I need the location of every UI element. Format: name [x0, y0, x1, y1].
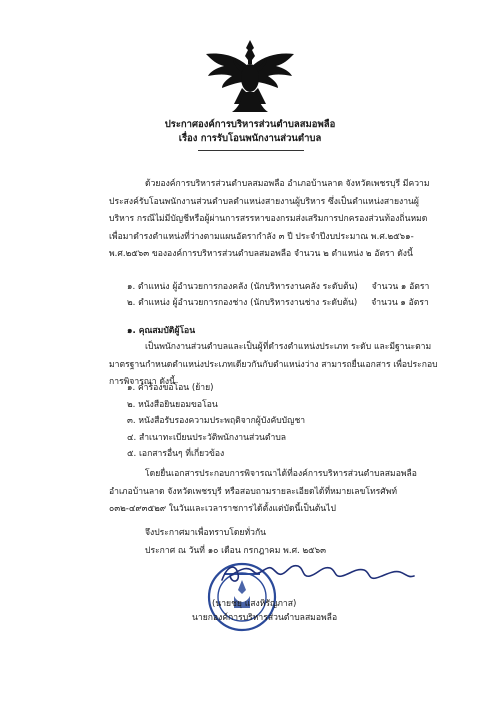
garuda-emblem-icon: [202, 38, 298, 114]
list-item: [127, 296, 429, 312]
intro-paragraph: [109, 176, 439, 264]
announcement-date: ประกาศ ณ วันที่ ๑๐ เดือน กรกฎาคม พ.ศ. ๒๕๖๓: [145, 546, 326, 556]
list-item: ๔. สำเนาทะเบียนประวัติพนักงานส่วนตำบล: [127, 432, 287, 443]
handwritten-signature: [218, 560, 418, 588]
position-label: ๒. ตำแหน่ง ผู้อำนวยการกองช่าง (นักบริหารงานช่าง ระดับต้น): [127, 297, 358, 308]
list-item: ๓. หนังสือรับรองความประพฤติจากผู้บังคับบัญชา: [127, 416, 306, 426]
submission-text: โดยยื่นเอกสารประกอบการพิจารณาได้ที่องค์การบริหารส่วนตำบลสมอพลือ อำเภอบ้านลาด จังหวัดเพชรบุรี หรือสอบถามรายละเอียดได้ที่หมายเลขโทรศัพท์ ๐๓๒-๔๙๓๕๒๙ ในวันและเวลาราชการได้ตั้งแต่บัดนี้เป็นต้นไป: [109, 469, 417, 514]
position-label: ๑. ตำแหน่ง ผู้อำนวยการกองคลัง (นักบริหารงานคลัง ระดับต้น): [127, 282, 358, 292]
submission-paragraph: [109, 466, 439, 519]
announcement-subject: เรื่อง การรับโอนพนักงานส่วนตำบล: [178, 133, 322, 144]
announcement-title: ประกาศองค์การบริหารส่วนตำบลสมอพลือ: [164, 119, 336, 130]
qualifications-heading: ๑. คุณสมบัติผู้โอน: [127, 326, 196, 336]
signer-name: (นายชยุ แสงหิรัญภาส): [212, 599, 297, 609]
position-list: [127, 280, 429, 311]
list-item: [127, 280, 429, 296]
intro-text: ด้วยองค์การบริหารส่วนตำบลสมอพลือ อำเภอบ้านลาด จังหวัดเพชรบุรี มีความประสงค์รับโอนพนักงานส่วนตำบลตำแหน่งสายงานผู้บริหาร ซึ่งเป็นตำแหน่งสายงานผู้บริหาร กรณีไม่มีบัญชีหรือผู้ผ่านการสรรหาของกรมส่งเสริมการปกครองส่วนท้องถิ่นหมด เพื่อมาดำรงตำแหน่งที่ว่างตามแผนอัตรากำลัง ๓ ปี ประจำปีงบประมาณ พ.ศ.๒๕๖๑- พ.ศ.๒๕๖๓ ขององค์การบริหารส่วนตำบลสมอพลือ จำนวน ๒ ตำแหน่ง ๒ อัตรา ดังนี้: [109, 179, 430, 259]
position-count: จำนวน ๑ อัตรา: [371, 282, 430, 292]
closing-announce: จึงประกาศมาเพื่อทราบโดยทั่วกัน: [145, 528, 267, 538]
position-count: จำนวน ๑ อัตรา: [371, 297, 429, 308]
list-item: ๒. หนังสือยินยอมขอโอน: [127, 399, 218, 410]
qualifications-text: เป็นพนักงานส่วนตำบลและเป็นผู้ที่ดำรงตำแหน่งประเภท ระดับ และมีฐานะตามมาตรฐานกำหนดตำแหน่งประเภทเดียวกันกับตำแหน่งว่าง สามารถยื่นเอกสาร เพื่อประกอบการพิจารณา ดังนี้: [109, 342, 438, 387]
list-item: ๕. เอกสารอื่นๆ ที่เกี่ยวข้อง: [127, 449, 225, 459]
signer-position: นายกองค์การบริหารส่วนตำบลสมอพลือ: [192, 613, 338, 623]
title-divider: [198, 150, 304, 151]
document-list: [127, 380, 305, 463]
list-item: ๑. คำร้องขอโอน (ย้าย): [127, 383, 214, 393]
